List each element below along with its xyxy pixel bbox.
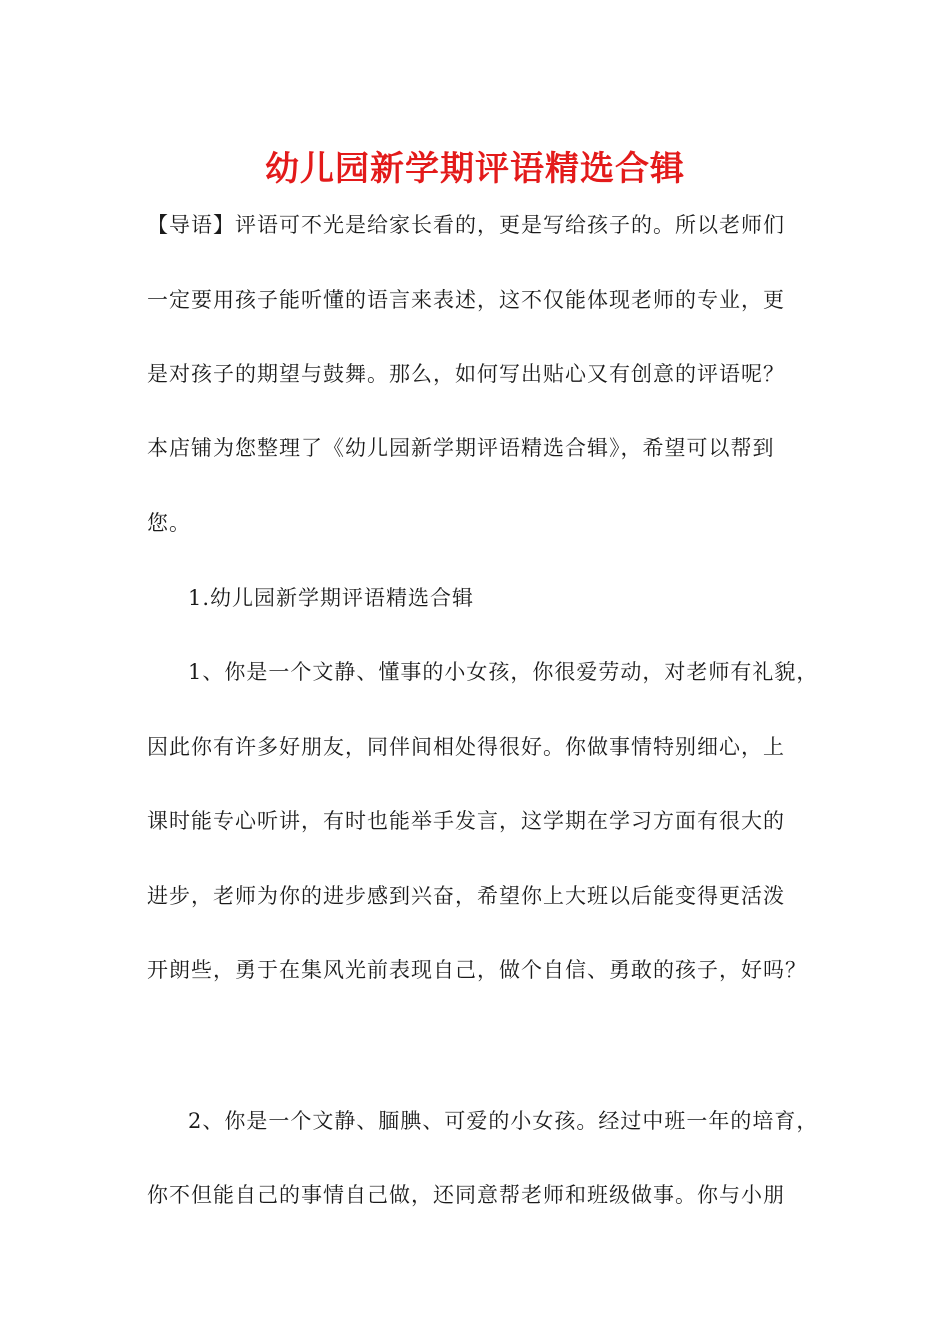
paragraph-1-line-5: 开朗些，勇于在集风光前表现自己，做个自信、勇敢的孩子，好吗？ (147, 958, 807, 982)
document-title: 幼儿园新学期评语精选合辑 (265, 149, 685, 189)
intro-line-5: 您。 (147, 511, 191, 535)
intro-line-2: 一定要用孩子能听懂的语言来表述，这不仅能体现老师的专业，更 (147, 288, 785, 312)
paragraph-2-line-2: 你不但能自己的事情自己做，还同意帮老师和班级做事。你与小朋 (147, 1183, 785, 1207)
intro-line-4: 本店铺为您整理了《幼儿园新学期评语精选合辑》，希望可以帮到 (147, 436, 775, 460)
paragraph-1-line-4: 进步，老师为你的进步感到兴奋，希望你上大班以后能变得更活泼 (147, 884, 785, 908)
intro-line-1: 【导语】评语可不光是给家长看的，更是写给孩子的。所以老师们 (147, 213, 785, 237)
paragraph-1-line-3: 课时能专心听讲，有时也能举手发言，这学期在学习方面有很大的 (147, 809, 785, 833)
paragraph-1-line-1: 1、你是一个文静、懂事的小女孩，你很爱劳动，对老师有礼貌， (188, 660, 819, 684)
intro-line-3: 是对孩子的期望与鼓舞。那么，如何写出贴心又有创意的评语呢？ (147, 362, 785, 386)
paragraph-1-line-2: 因此你有许多好朋友，同伴间相处得很好。你做事情特别细心，上 (147, 735, 785, 759)
section-heading: 1.幼儿园新学期评语精选合辑 (188, 586, 475, 610)
paragraph-2-line-1: 2、你是一个文静、腼腆、可爱的小女孩。经过中班一年的培育， (188, 1109, 819, 1133)
